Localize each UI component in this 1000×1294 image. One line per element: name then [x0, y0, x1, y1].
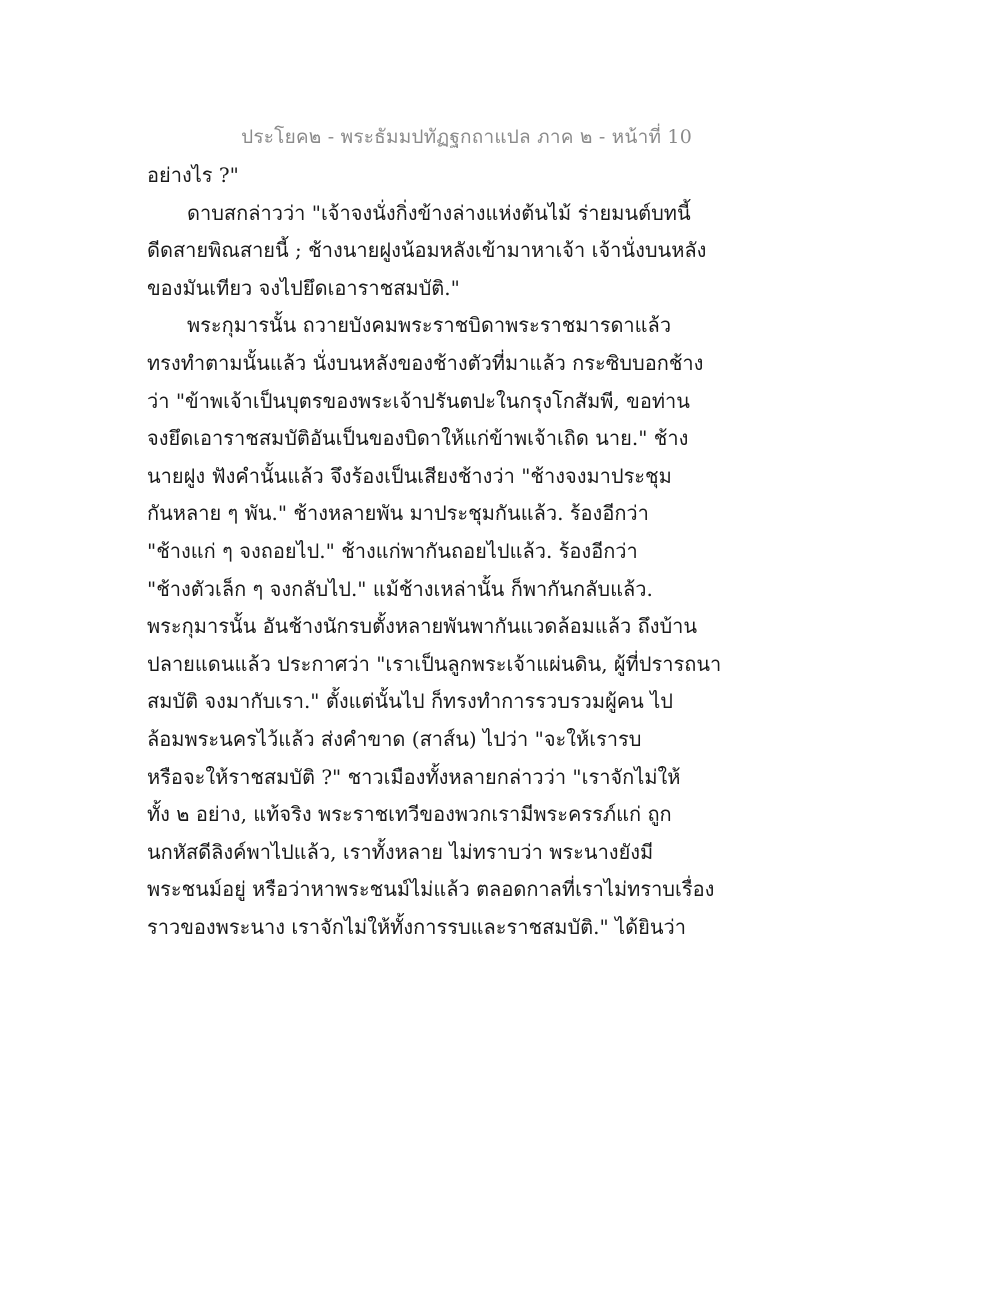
text-line: หรือจะให้ราชสมบัติ ?" ชาวเมืองทั้งหลายกล่าวว่า "เราจักไม่ให้	[147, 764, 681, 789]
body-text	[147, 157, 722, 946]
text-line: กันหลาย ๆ พัน." ช้างหลายพัน มาประชุมกันแล้ว. ร้องอีกว่า	[147, 501, 649, 526]
text-line: พระกุมารนั้น ถวายบังคมพระราชบิดาพระราชมารดาแล้ว	[187, 313, 672, 338]
text-line: ดีดสายพิณสายนี้ ; ช้างนายฝูงน้อมหลังเข้ามาหาเจ้า เจ้านั่งบนหลัง	[147, 238, 707, 263]
text-line: จงยึดเอาราชสมบัติอันเป็นของบิดาให้แก่ข้าพเจ้าเถิด นาย." ช้าง	[147, 426, 689, 451]
text-line: อย่างไร ?"	[147, 163, 239, 187]
text-line: นกหัสดีลิงค์พาไปแล้ว, เราทั้งหลาย ไม่ทราบว่า พระนางยังมี	[147, 839, 654, 864]
text-line: "ช้างแก่ ๆ จงถอยไป." ช้างแก่พากันถอยไปแล้ว. ร้องอีกว่า	[147, 538, 638, 563]
text-line: ทั้ง ๒ อย่าง, แท้จริง พระราชเทวีของพวกเรามีพระครรภ์แก่ ถูก	[147, 802, 672, 827]
text-line: นายฝูง ฟังคำนั้นแล้ว จึงร้องเป็นเสียงช้างว่า "ช้างจงมาประชุม	[147, 463, 672, 488]
text-line: พระชนม์อยู่ หรือว่าหาพระชนม์ไม่แล้ว ตลอดกาลที่เราไม่ทราบเรื่อง	[147, 877, 715, 902]
text-line: ดาบสกล่าวว่า "เจ้าจงนั่งกิ่งข้างล่างแห่งต้นไม้ ร่ายมนต์บทนี้	[187, 200, 691, 225]
text-line: ว่า "ข้าพเจ้าเป็นบุตรของพระเจ้าปรันตปะในกรุงโกสัมพี, ขอท่าน	[147, 388, 690, 413]
text-line: พระกุมารนั้น อันช้างนักรบตั้งหลายพันพากันแวดล้อมแล้ว ถึงบ้าน	[147, 614, 698, 639]
text-line: ปลายแดนแล้ว ประกาศว่า "เราเป็นลูกพระเจ้าแผ่นดิน, ผู้ที่ปรารถนา	[147, 651, 722, 676]
text-line: ราวของพระนาง เราจักไม่ให้ทั้งการรบและราชสมบัติ." ได้ยินว่า	[147, 914, 686, 939]
text-line: ล้อมพระนครไว้แล้ว ส่งคำขาด (สาส์น) ไปว่า "จะให้เรารบ	[147, 726, 642, 751]
running-head: ประโยค๒ - พระธัมมปทัฏฐกถาแปล ภาค ๒ - หน้าที่ 10	[241, 126, 692, 148]
text-line: สมบัติ จงมากับเรา." ตั้งแต่นั้นไป ก็ทรงทำการรวบรวมผู้คน ไป	[147, 689, 673, 714]
text-line: "ช้างตัวเล็ก ๆ จงกลับไป." แม้ช้างเหล่านั้น ก็พากันกลับแล้ว.	[147, 576, 653, 601]
text-line: ของมันเทียว จงไปยึดเอาราชสมบัติ."	[147, 275, 460, 300]
text-line: ทรงทำตามนั้นแล้ว นั่งบนหลังของช้างตัวที่มาแล้ว กระซิบบอกช้าง	[147, 350, 704, 375]
